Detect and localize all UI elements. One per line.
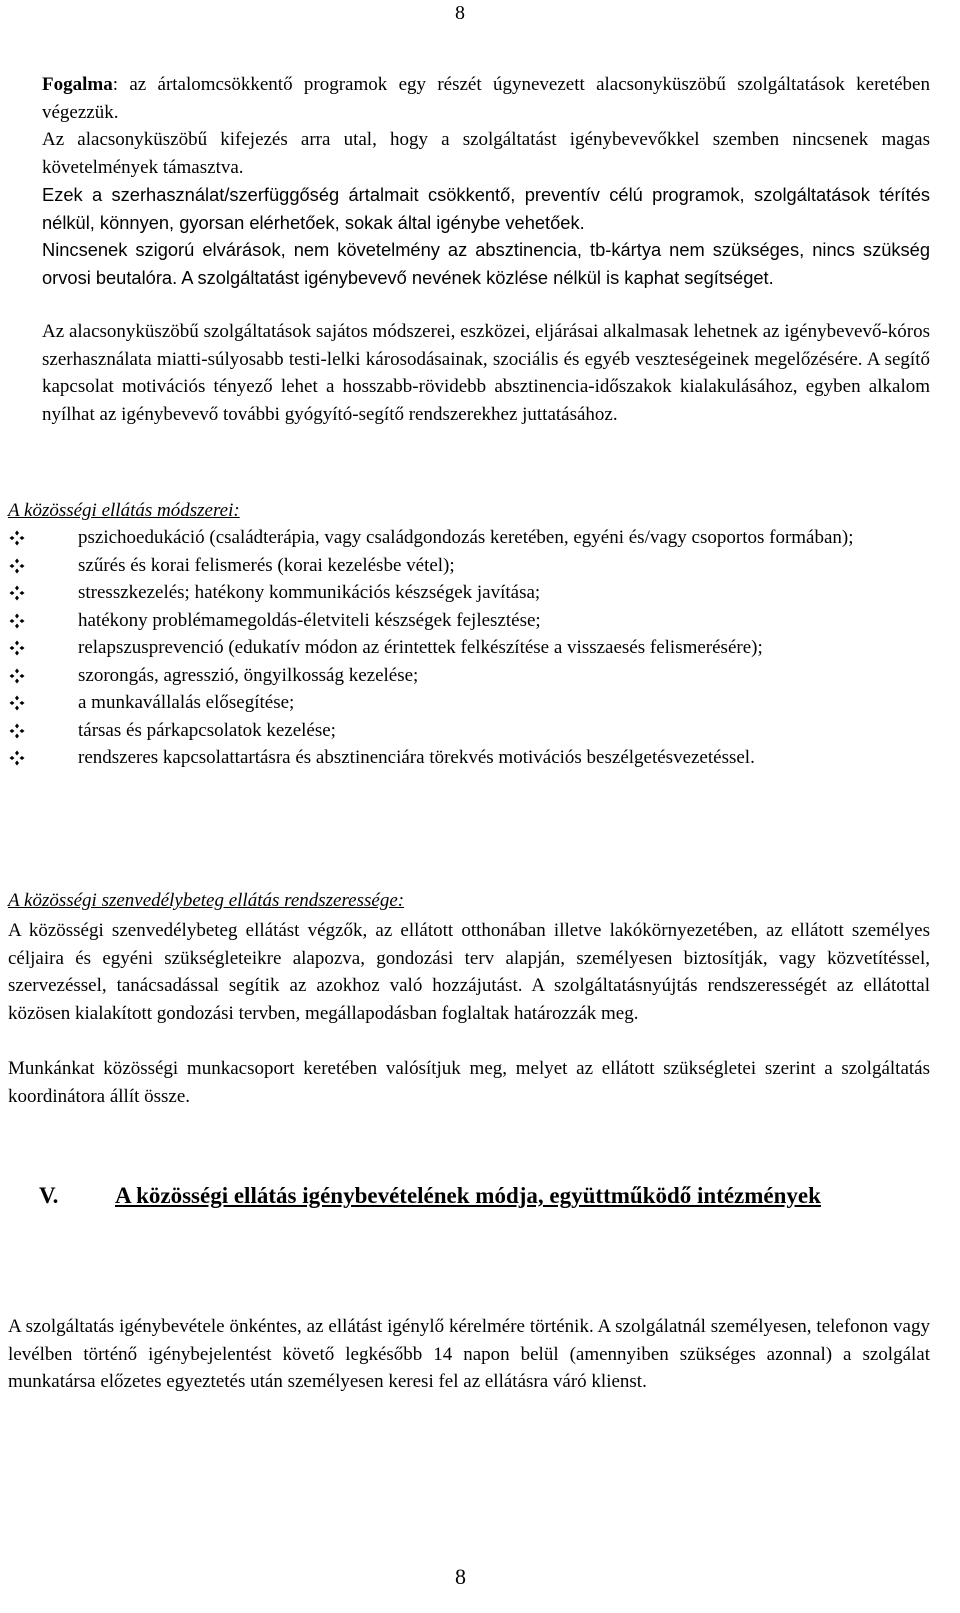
definition-paragraph	[42, 71, 930, 126]
diamond-bullet-icon	[9, 558, 25, 574]
regularity-paragraph-1: A közösségi szenvedélybeteg ellátást végzők, az ellátott otthonában illetve lakókörnyezetében, az ellátott személyes céljaira és egyéni szükségleteikre alapozva, gondozási terv alapján, személyesen biztosítják, vagy közvetítéssel, szervezéssel, tanácsadással segítik az azokhoz való hozzájutást. A szolgáltatásnyújtás rendszerességét az ellátottal közösen kialakított gondozási tervben, megállapodásban foglaltak határozzák meg.	[8, 920, 930, 1024]
diamond-bullet-icon	[9, 723, 25, 739]
list-item: hatékony problémamegoldás-életviteli készségek fejlesztése;	[8, 607, 930, 635]
diamond-bullet-icon	[9, 530, 25, 546]
list-item: szűrés és korai felismerés (korai kezelésbe vétel);	[8, 552, 930, 580]
intro-paragraph-5: Az alacsonyküszöbű szolgáltatások sajátos módszerei, eszközei, eljárásai alkalmasak lehetnek az igénybevevő-kóros szerhasználata miatti-súlyosabb testi-lelki károsodásainak, szociális és egyéb veszteségeinek megelőzésére. A segítő kapcsolat motivációs tényező lehet a hosszabb-rövidebb absztinencia-időszakok kialakulásához, egyben alkalom nyílhat az igénybevevő további gyógyító-segítő rendszerekhez juttatásához.	[42, 321, 930, 425]
methods-list	[8, 524, 930, 772]
regularity-paragraph-2: Munkánkat közösségi munkacsoport keretében valósítjuk meg, melyet az ellátott szükségletei szerint a szolgáltatás koordinátora állít össze.	[8, 1058, 930, 1107]
list-item: a munkavállalás elősegítése;	[8, 689, 930, 717]
intro-paragraph-3: Ezek a szerhasználat/szerfüggőség ártalmait csökkentő, preventív célú programok, szolgáltatások térítés nélkül, könnyen, gyorsan elérhetőek, sokak által igénybe vehetőek.	[42, 184, 930, 233]
section-body: A szolgáltatás igénybevétele önkéntes, az ellátást igénylő kérelmére történik. A szolgálatnál személyesen, telefonon vagy levélben történő igénybejelentést követő legkésőbb 14 napon belül (amennyiben szükséges azonnal) a szolgálat munkatársa előzetes egyeztetés után személyesen keresi fel az ellátásra váró klienst.	[8, 1316, 930, 1392]
list-item: társas és párkapcsolatok kezelése;	[8, 717, 930, 745]
diamond-bullet-icon	[9, 695, 25, 711]
diamond-bullet-icon	[9, 668, 25, 684]
definition-text: : az ártalomcsökkentő programok egy részét úgynevezett alacsonyküszöbű szolgáltatások keretében végezzük.	[42, 74, 930, 123]
methods-heading: A közösségi ellátás módszerei:	[8, 500, 240, 521]
term-label: Fogalma	[42, 74, 113, 95]
diamond-bullet-icon	[9, 750, 25, 766]
intro-paragraph-2: Az alacsonyküszöbű kifejezés arra utal, hogy a szolgáltatást igénybevevőkkel szemben nincsenek magas követelmények támasztva.	[42, 129, 930, 178]
diamond-bullet-icon	[9, 613, 25, 629]
intro-paragraph-4: Nincsenek szigorú elvárások, nem követelmény az absztinencia, tb-kártya nem szükséges, nincs szükség orvosi beutalóra. A szolgáltatást igénybevevő nevének közlése nélkül is kaphat segítséget.	[42, 239, 930, 288]
list-item: pszichoedukáció (családterápia, vagy családgondozás keretében, egyéni és/vagy csoportos formában);	[8, 524, 930, 552]
list-item: rendszeres kapcsolattartásra és absztinenciára törekvés motivációs beszélgetésvezetéssel.	[8, 744, 930, 772]
page-number-bottom: 8	[455, 1564, 466, 1589]
page-number-top: 8	[455, 2, 465, 24]
section-number: V.	[39, 1183, 59, 1208]
diamond-bullet-icon	[9, 585, 25, 601]
list-item: relapszusprevenció (edukatív módon az érintettek felkészítése a visszaesés felismerésére);	[8, 634, 930, 662]
diamond-bullet-icon	[9, 640, 25, 656]
section-title: A közösségi ellátás igénybevételének módja, együttműködő intézmények	[115, 1183, 821, 1208]
list-item: szorongás, agresszió, öngyilkosság kezelése;	[8, 662, 930, 690]
list-item: stresszkezelés; hatékony kommunikációs készségek javítása;	[8, 579, 930, 607]
regularity-heading: A közösségi szenvedélybeteg ellátás rendszeressége:	[8, 890, 405, 911]
